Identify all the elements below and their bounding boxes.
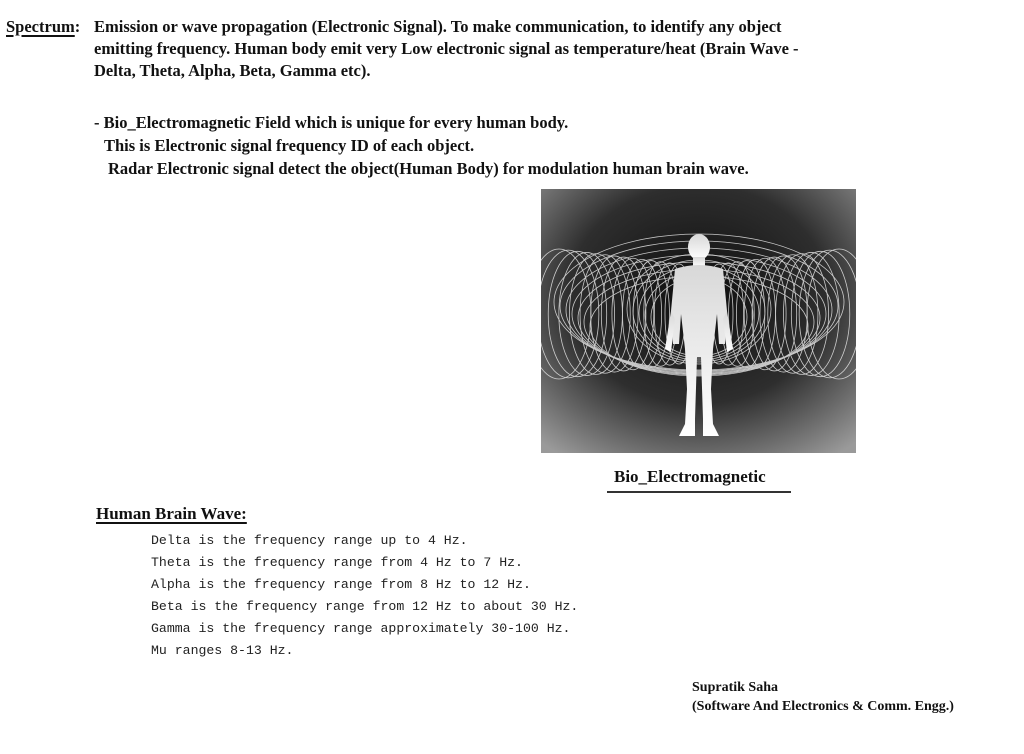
torus-field-illustration [541,189,856,453]
spectrum-heading [6,16,80,37]
brain-wave-item-theta: Theta is the frequency range from 4 Hz to 7 Hz. [151,555,523,570]
spectrum-label: Spectrum [6,17,75,36]
brain-wave-item-delta: Delta is the frequency range up to 4 Hz. [151,533,468,548]
figure-caption: Bio_Electromagnetic [614,467,766,486]
brain-wave-item-mu: Mu ranges 8-13 Hz. [151,643,294,658]
brain-wave-item-alpha: Alpha is the frequency range from 8 Hz to 12 Hz. [151,577,531,592]
author-name: Supratik Saha [692,680,778,695]
spectrum-line-1: Emission or wave propagation (Electronic Signal). To make communication, to identify any object [94,17,782,36]
brain-wave-heading: Human Brain Wave: [96,504,247,523]
spectrum-line-3: Delta, Theta, Alpha, Beta, Gamma etc). [94,61,371,80]
spectrum-line-2: emitting frequency. Human body emit very Low electronic signal as temperature/heat (Brain Wave - [94,39,799,58]
bio-field-line-2: This is Electronic signal frequency ID of each object. [104,136,475,155]
bio-field-line-1: - Bio_Electromagnetic Field which is unique for every human body. [94,113,569,132]
brain-wave-item-beta: Beta is the frequency range from 12 Hz to about 30 Hz. [151,599,579,614]
bio-field-line-3: Radar Electronic signal detect the object(Human Body) for modulation human brain wave. [108,159,749,178]
spectrum-colon: : [74,17,81,36]
bio-electromagnetic-figure [541,189,856,453]
brain-wave-item-gamma: Gamma is the frequency range approximately 30-100 Hz. [151,621,571,636]
author-department: (Software And Electronics & Comm. Engg.) [692,699,954,714]
caption-underline [607,491,791,493]
